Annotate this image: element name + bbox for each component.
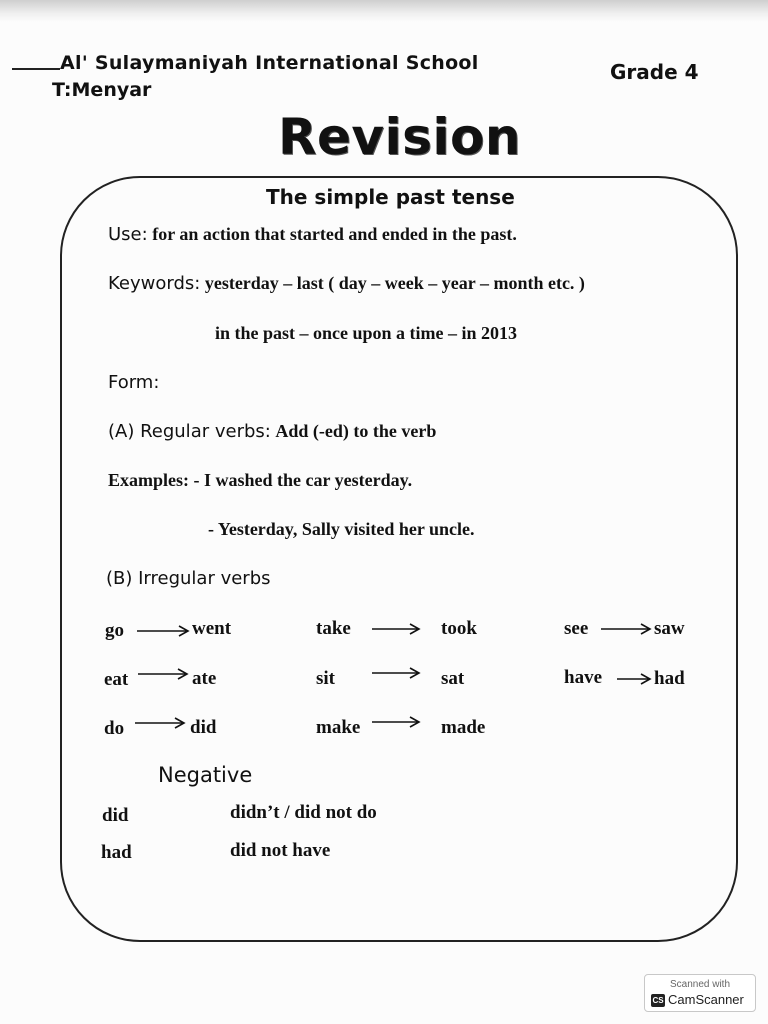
verb-past: ate (192, 668, 217, 689)
form-label: Form: (108, 372, 160, 393)
verb-past: sat (441, 668, 465, 689)
verb-past: did (190, 717, 217, 738)
arrow-icon (372, 715, 422, 729)
irregular-verbs-label: (B) Irregular verbs (106, 568, 271, 589)
negative-verb: did (102, 805, 129, 826)
negative-form: did not have (230, 840, 331, 861)
examples-line (108, 470, 412, 491)
arrow-icon (372, 622, 422, 636)
arrow-icon (601, 622, 653, 636)
regular-verbs-line (108, 421, 436, 442)
verb-past: had (654, 668, 685, 689)
arrow-icon (138, 667, 190, 681)
page-title: Revision (278, 108, 521, 166)
verb-base: do (104, 718, 125, 739)
verb-base: eat (104, 669, 129, 690)
teacher-name: T:Menyar (52, 79, 152, 101)
arrow-icon (137, 624, 191, 638)
header-line (12, 68, 60, 70)
example-1: - I washed the car yesterday. (193, 470, 413, 490)
examples-label: Examples: (108, 470, 189, 490)
keywords-line (108, 273, 585, 294)
verb-past: went (192, 618, 232, 639)
use-line (108, 224, 517, 245)
verb-base: see (564, 618, 589, 639)
verb-past: saw (654, 618, 685, 639)
regular-verbs-label: (A) Regular verbs: (108, 421, 271, 442)
example-2-line (208, 519, 475, 540)
verb-base: make (316, 717, 361, 738)
school-name: Al' Sulaymaniyah International School (60, 52, 479, 74)
keywords-text-2: in the past – once upon a time – in 2013 (215, 323, 518, 343)
use-text: for an action that started and ended in the past. (152, 224, 517, 244)
camscanner-badge (644, 974, 756, 1012)
negative-form: didn’t / did not do (230, 802, 377, 823)
arrow-icon (372, 666, 422, 680)
scan-shadow (0, 0, 768, 22)
use-label: Use: (108, 224, 148, 245)
keywords-label: Keywords: (108, 273, 201, 294)
scanned-with-text: Scanned with (669, 979, 731, 990)
keywords-text-1: yesterday – last ( day – week – year – month etc. ) (204, 273, 585, 293)
negative-heading: Negative (158, 763, 253, 787)
verb-past: made (441, 717, 486, 738)
camscanner-name: CamScanner (668, 992, 744, 1007)
verb-base: go (105, 620, 124, 641)
negative-verb: had (101, 842, 132, 863)
verb-past: took (441, 618, 477, 639)
arrow-icon (135, 716, 187, 730)
arrow-icon (617, 672, 653, 686)
keywords-line-2 (215, 323, 517, 344)
grade-label: Grade 4 (610, 60, 699, 84)
regular-verbs-text: Add (-ed) to the verb (275, 421, 437, 441)
verb-base: take (316, 618, 351, 639)
camscanner-logo-icon: CS (652, 996, 664, 1005)
verb-base: have (564, 667, 602, 688)
verb-base: sit (316, 668, 335, 689)
example-2: - Yesterday, Sally visited her uncle. (208, 519, 475, 539)
section-subtitle: The simple past tense (266, 185, 515, 209)
